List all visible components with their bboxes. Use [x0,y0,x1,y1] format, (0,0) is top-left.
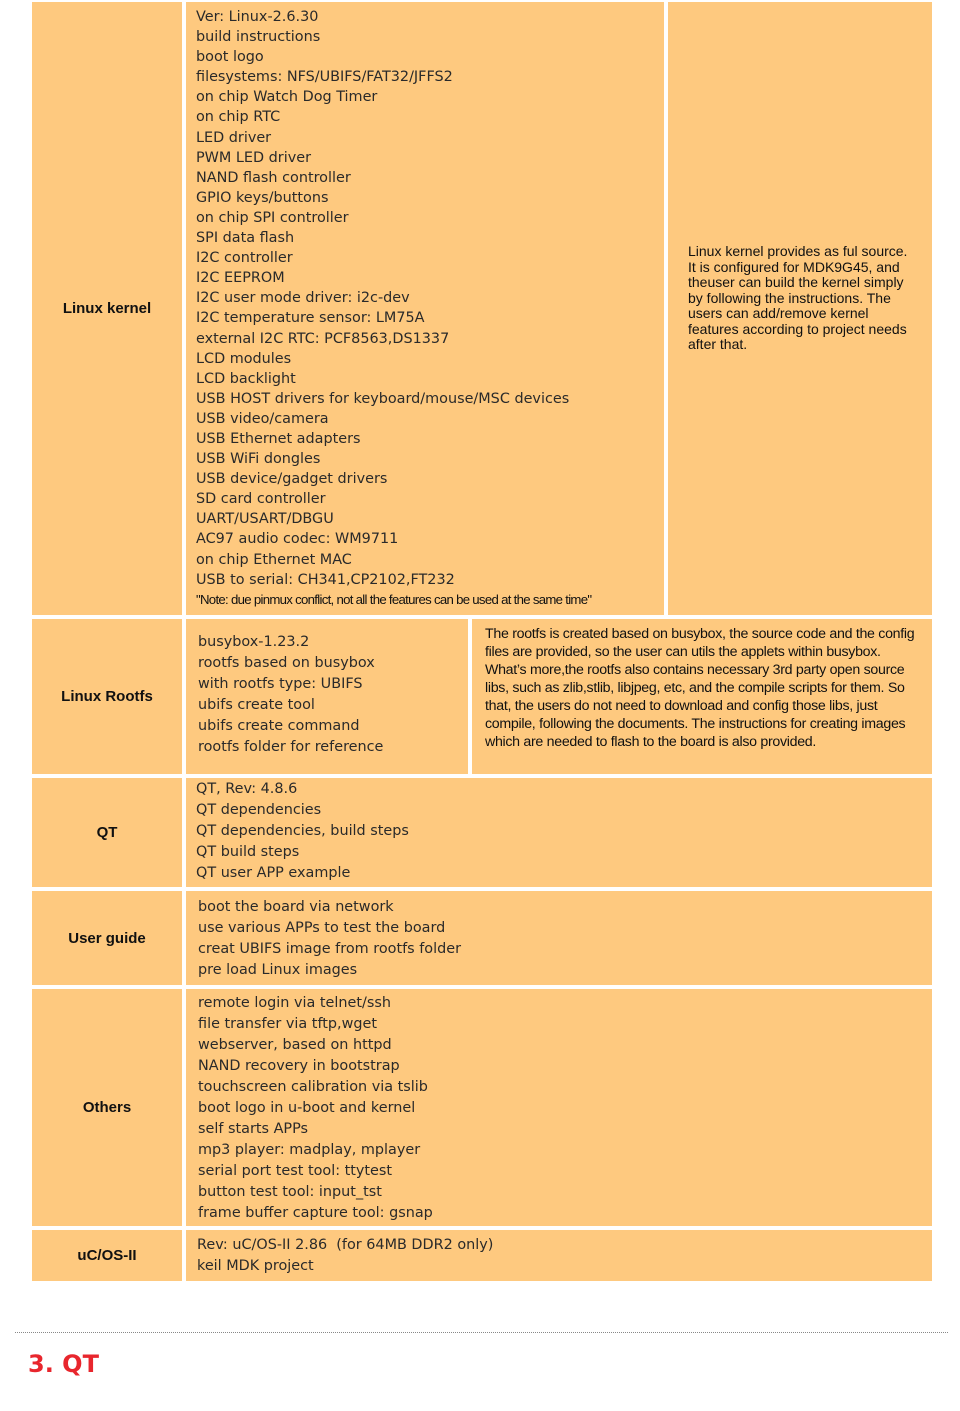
list-item: ubifs create tool [198,697,315,713]
list-item: LED driver [196,129,272,146]
list-item: busybox-1.23.2 [198,634,310,650]
rootfs-description-text: The rootfs is created based on busybox, the source code and the config files are provided, so the user can utils the applets within busybox. What’s more,the rootfs also contains necessary 3rd party open source libs, such as zlib,stlib, libjpeg, etc, and the compile scripts for them. So that, the users do not need to download and config those libs, just compile, following the documents. The instructions for creating images which are needed to flash to the board is also provided. [485,626,915,750]
list-item: LCD backlight [196,370,296,387]
list-item: filesystems: NFS/UBIFS/FAT32/JFFS2 [196,69,453,86]
list-item: USB to serial: CH341,CP2102,FT232 [196,571,455,588]
list-item: Ver: Linux-2.6.30 [196,9,319,25]
row-label-user-guide [32,891,182,985]
list-item: external I2C RTC: PCF8563,DS1337 [196,330,450,347]
list-item: use various APPs to test the board [198,920,446,936]
list-item: SPI data flash [196,230,295,247]
row-label-linux-kernel [32,2,182,615]
row-label-text: Others [82,1099,132,1116]
list-item: rootfs based on busybox [198,655,375,671]
list-item: remote login via telnet/ssh [198,995,391,1011]
row-label-others [32,989,182,1226]
list-item: creat UBIFS image from rootfs folder [198,941,462,957]
ucos-list [186,1230,932,1281]
list-item: I2C temperature sensor: LM75A [196,310,425,327]
list-item: button test tool: input_tst [198,1184,382,1200]
kernel-feature-list [186,2,664,615]
list-item: USB Ethernet adapters [196,430,361,447]
list-item: I2C EEPROM [196,270,285,287]
row-label-ucos [32,1230,182,1281]
list-item: NAND recovery in bootstrap [198,1058,400,1074]
list-item: QT dependencies, build steps [196,823,409,839]
list-item: Rev: uC/OS-II 2.86 (for 64MB DDR2 only) [197,1237,494,1253]
row-label-linux-rootfs [32,619,182,774]
list-item: boot logo in u-boot and kernel [198,1100,416,1116]
list-item: pre load Linux images [198,962,358,978]
list-item: NAND flash controller [196,169,351,186]
list-item: USB video/camera [196,410,329,427]
list-item: frame buffer capture tool: gsnap [198,1205,433,1221]
list-item: QT build steps [196,844,300,860]
rootfs-feature-list [186,619,468,774]
list-item: boot logo [196,49,264,66]
kernel-description [668,2,932,615]
list-item: rootfs folder for reference [198,739,384,755]
list-item: AC97 audio codec: WM9711 [196,531,399,548]
list-item: GPIO keys/buttons [196,189,329,206]
list-item: LCD modules [196,350,292,367]
list-item: on chip Watch Dog Timer [196,89,378,106]
list-item: SD card controller [196,491,326,508]
kernel-description-text: Linux kernel provides as ful source. It is configured for MDK9G45, and theuser can build the kernel simply by following the instructions. The users can add/remove kernel features according to project needs after that. [688,243,908,353]
list-item: self starts APPs [198,1121,309,1137]
user-guide-list [186,891,932,985]
qt-feature-list [186,778,932,887]
list-item: PWM LED driver [196,149,311,166]
list-item: QT, Rev: 4.8.6 [196,781,298,797]
list-item: on chip RTC [196,109,281,126]
list-item: ubifs create command [198,718,360,734]
list-item: build instructions [196,29,321,46]
list-item: I2C controller [196,250,293,267]
list-item: QT dependencies [196,802,322,818]
others-list [186,989,932,1226]
section-divider [15,1332,948,1333]
list-item: serial port test tool: ttytest [198,1163,393,1179]
list-item: on chip SPI controller [196,209,349,226]
row-label-text: uC/OS-II [77,1247,137,1264]
list-item: boot the board via network [198,899,394,915]
row-label-text: Linux Rootfs [61,688,153,705]
list-item: on chip Ethernet MAC [196,551,352,568]
row-label-qt [32,778,182,887]
list-item: UART/USART/DBGU [196,511,334,528]
list-item: mp3 player: madplay, mplayer [198,1142,421,1158]
list-item: USB HOST drivers for keyboard/mouse/MSC devices [196,390,570,407]
section-heading: 3. QT [28,1350,99,1378]
list-item: keil MDK project [197,1258,314,1274]
list-item: webserver, based on httpd [198,1037,392,1053]
list-item: USB WiFi dongles [196,451,321,468]
pinmux-note: "Note: due pinmux conflict, not all the features can be used at the same time" [196,591,592,607]
row-label-text: Linux kernel [62,300,152,317]
row-label-text: QT [96,824,118,841]
list-item: QT user APP example [196,865,351,881]
list-item: touchscreen calibration via tslib [198,1079,428,1095]
list-item: with rootfs type: UBIFS [198,676,363,692]
list-item: USB device/gadget drivers [196,471,388,488]
rootfs-description [472,619,932,774]
list-item: I2C user mode driver: i2c-dev [196,290,410,307]
list-item: file transfer via tftp,wget [198,1016,378,1032]
row-label-text: User guide [68,929,146,947]
